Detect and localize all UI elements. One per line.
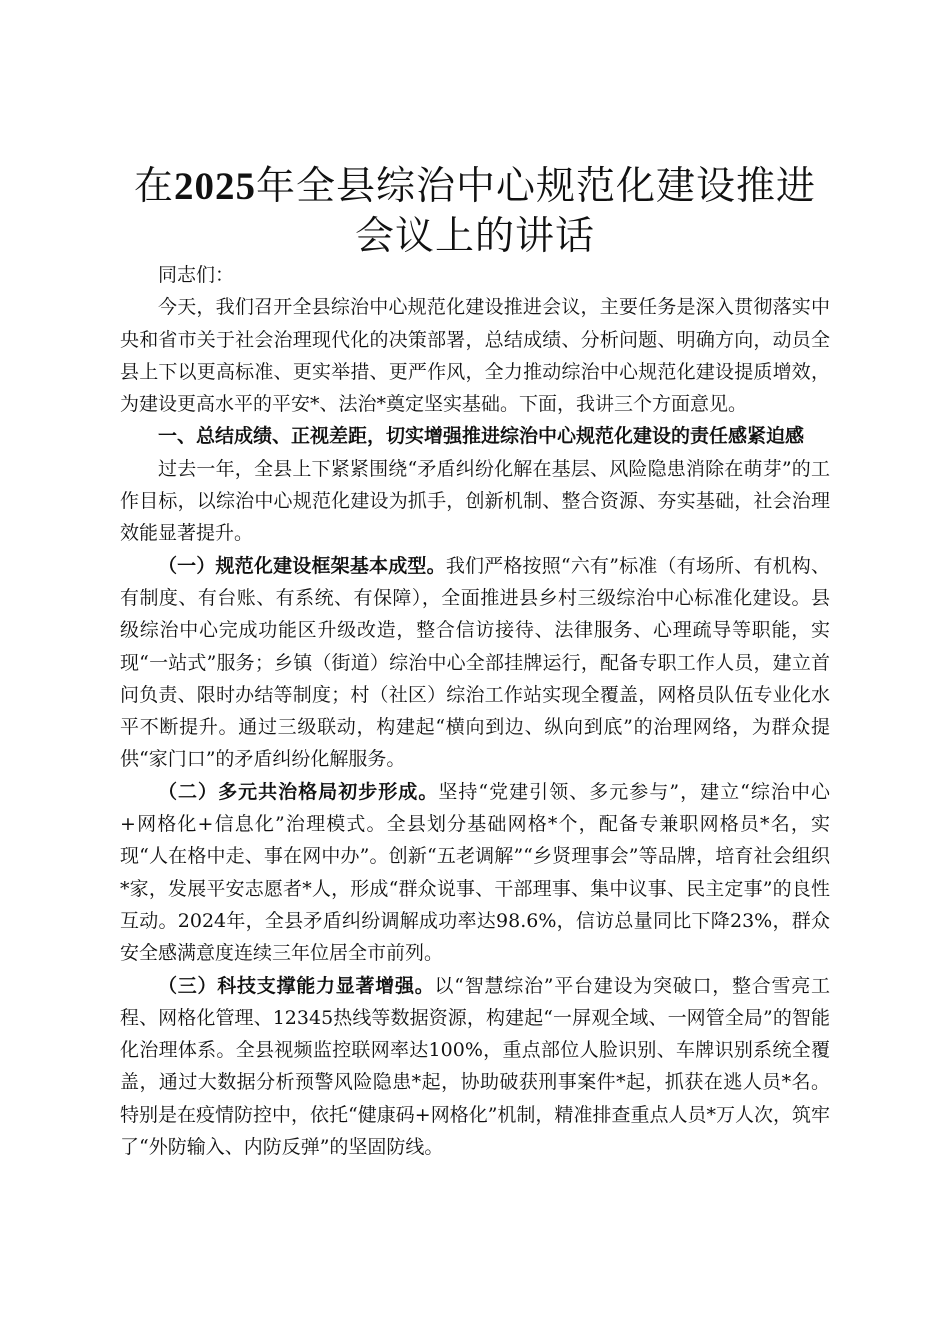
- document-title: [120, 162, 830, 262]
- item-1-text: 我们严格按照“六有”标准（有场所、有机构、有制度、有台账、有系统、有保障），全面推进县乡村三级综治中心标准化建设。县级综治中心完成功能区升级改造，整合信访接待、法律服务、心理疏导等职能，实现“一站式”服务；乡镇（街道）综治中心全部挂牌运行，配备专职工作人员，建立首问负责、限时办结等制度；村（社区）综治工作站实现全覆盖，网格员队伍专业化水平不断提升。通过三级联动，构建起“横向到边、纵向到底”的治理网络，为群众提供“家门口”的矛盾纠纷化解服务。: [120, 554, 830, 771]
- section-heading-1: 一、总结成绩、正视差距，切实增强推进综治中心规范化建设的责任感紧迫感: [158, 425, 805, 448]
- item-2-paragraph: [120, 776, 830, 970]
- title-year: 2025: [174, 165, 256, 208]
- section-1-intro-paragraph: 过去一年，全县上下紧紧围绕“矛盾纠纷化解在基层、风险隐患消除在萌芽”的工作目标，以综治中心规范化建设为抓手，创新机制、整合资源、夯实基础，社会治理效能显著提升。: [120, 457, 830, 545]
- item-2-heading: （二）多元共治格局初步形成。: [158, 780, 439, 803]
- document-body: [120, 259, 830, 1163]
- item-3-paragraph: [120, 970, 830, 1164]
- item-3-text: 以“智慧综治”平台建设为突破口，整合雪亮工程、网格化管理、12345热线等数据资源，构建起“一屏观全域、一网管全局”的智能化治理体系。全县视频监控联网率达100%，重点部位人脸识别、车牌识别系统全覆盖，通过大数据分析预警风险隐患*起，协助破获刑事案件*起，抓获在逃人员*名。特别是在疫情防控中，依托“健康码+网格化”机制，精准排查重点人员*万人次，筑牢了“外防输入、内防反弹”的坚固防线。: [120, 974, 830, 1159]
- item-1-heading: （一）规范化建设框架基本成型。: [158, 554, 446, 577]
- intro-paragraph: 今天，我们召开全县综治中心规范化建设推进会议，主要任务是深入贯彻落实中央和省市关于社会治理现代化的决策部署，总结成绩、分析问题、明确方向，动员全县上下以更高标准、更实举措、更严作风，全力推动综治中心规范化建设提质增效，为建设更高水平的平安*、法治*奠定坚实基础。下面，我讲三个方面意见。: [120, 296, 830, 416]
- item-1-paragraph: [120, 550, 830, 776]
- item-2-text: 坚持“党建引领、多元参与”，建立“综治中心+网格化+信息化”治理模式。全县划分基础网格*个，配备专兼职网格员*名，实现“人在格中走、事在网中办”。创新“五老调解”“乡贤理事会”等品牌，培育社会组织*家，发展平安志愿者*人，形成“群众说事、干部理事、集中议事、民主定事”的良性互动。2024年，全县矛盾纠纷调解成功率达98.6%，信访总量同比下降23%，群众安全感满意度连续三年位居全市前列。: [120, 780, 830, 965]
- title-suffix: 年全县综治中心规范化建设推进会议上的讲话: [256, 164, 817, 259]
- item-3-heading: （三）科技支撑能力显著增强。: [158, 974, 435, 997]
- title-prefix: 在: [133, 164, 174, 209]
- salutation: 同志们：: [158, 264, 235, 286]
